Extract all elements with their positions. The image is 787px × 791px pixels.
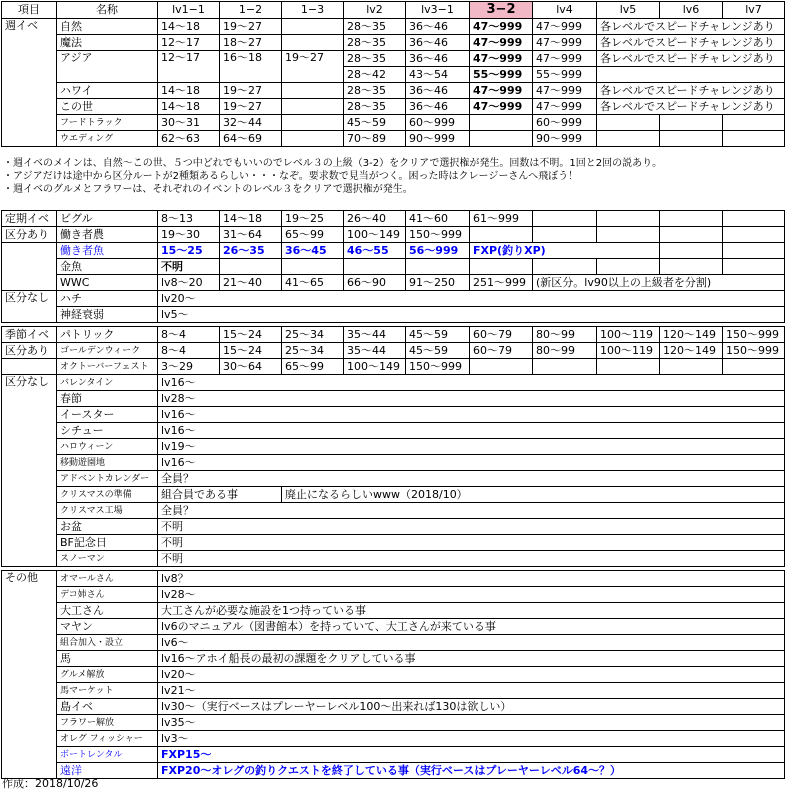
range-cell: 26～40	[344, 211, 406, 227]
value-cell: lv35～	[158, 715, 785, 731]
empty-cell	[597, 243, 660, 259]
range-cell: 30～31	[158, 115, 220, 131]
note-cell: 各レベルでスピードチャレンジあり	[597, 35, 785, 51]
empty-cell	[282, 259, 344, 275]
range-cell: 47～999	[533, 35, 597, 51]
empty-cell	[660, 259, 723, 275]
empty-cell	[660, 227, 723, 243]
table-row	[2, 259, 785, 275]
empty-cell	[533, 211, 597, 227]
table-row	[2, 587, 785, 603]
empty-cell	[597, 211, 660, 227]
range-cell: 25～34	[282, 327, 344, 343]
event-name: フードトラック	[57, 115, 158, 131]
table-row	[2, 131, 785, 147]
range-cell: 90～999	[406, 131, 470, 147]
event-name: 金魚	[57, 259, 158, 275]
value-cell: lv5～	[158, 307, 785, 323]
table-row	[2, 699, 785, 715]
range-cell: 41～60	[406, 211, 470, 227]
range-cell: 100～149	[344, 359, 406, 375]
range-cell: 18～27	[220, 35, 282, 51]
empty-cell	[533, 259, 597, 275]
section-label-regular-nodiv: 区分なし	[2, 291, 57, 323]
event-name: アジア	[57, 51, 158, 83]
table-row	[2, 51, 785, 67]
range-cell: 70～89	[344, 131, 406, 147]
range-cell: 65～99	[282, 227, 344, 243]
table-row	[2, 487, 785, 503]
value-cell: lv16～	[158, 423, 785, 439]
event-name: 組合加入・設立	[57, 635, 158, 651]
value-cell: 全員？	[158, 471, 785, 487]
range-cell: 47～999	[470, 83, 533, 99]
empty-cell	[406, 259, 470, 275]
value-cell: lv28～	[158, 587, 785, 603]
section-label-seasonal-nodiv: 区分なし	[2, 375, 57, 567]
header-lv4: lv4	[533, 2, 597, 19]
event-name: フラワー解放	[57, 715, 158, 731]
event-name: ビグル	[57, 211, 158, 227]
range-cell: 55～999	[470, 67, 533, 83]
event-name: この世	[57, 99, 158, 115]
range-cell: 14～18	[220, 211, 282, 227]
range-cell: 60～999	[406, 115, 470, 131]
event-name: オクトーバーフェスト	[57, 359, 158, 375]
table-row	[2, 343, 785, 359]
value-cell: 不明	[158, 551, 785, 567]
event-name: 働き者魚	[57, 243, 158, 259]
range-cell: 19～25	[282, 211, 344, 227]
range-cell: 35～44	[344, 327, 406, 343]
range-cell: 15～25	[158, 243, 220, 259]
range-cell: 28～42	[344, 67, 406, 83]
range-cell	[282, 35, 344, 51]
range-cell: 47～999	[470, 35, 533, 51]
header-name: 名称	[57, 2, 158, 19]
value-cell: lv20～	[158, 291, 785, 307]
section-label-seasonal: 季節イベ	[2, 327, 57, 343]
event-name: 馬マーケット	[57, 683, 158, 699]
empty-cell	[470, 227, 533, 243]
range-cell	[282, 19, 344, 35]
value-cell: lv6～	[158, 635, 785, 651]
range-cell: 150～999	[723, 327, 785, 343]
table-row	[2, 635, 785, 651]
range-cell: 19～27	[220, 99, 282, 115]
range-cell: 80～99	[533, 327, 597, 343]
empty-cell	[660, 131, 723, 147]
empty-cell	[660, 243, 723, 259]
empty-cell	[723, 115, 785, 131]
table-row	[2, 763, 785, 779]
table-row	[2, 423, 785, 439]
table-row	[2, 291, 785, 307]
table-row	[2, 243, 785, 259]
event-name: シチュー	[57, 423, 158, 439]
note-cell: 各レベルでスピードチャレンジあり	[597, 19, 785, 35]
header-lv7: lv7	[723, 2, 785, 19]
table-row	[2, 115, 785, 131]
value-cell: lv8？	[158, 571, 785, 587]
value-cell: lv19～	[158, 439, 785, 455]
table-row	[2, 99, 785, 115]
event-name: 遠洋	[57, 763, 158, 779]
range-cell: 150～999	[406, 227, 470, 243]
event-level-table	[1, 1, 785, 147]
event-name: WWC	[57, 275, 158, 291]
event-name: 自然	[57, 19, 158, 35]
event-name: ハロウィーン	[57, 439, 158, 455]
range-cell: 47～999	[533, 19, 597, 35]
event-name: パトリック	[57, 327, 158, 343]
value-cell: 不明	[158, 519, 785, 535]
note-line: ・週イベのグルメとフラワーは、それぞれのイベントのレベル３をクリアで選択権が発生。	[3, 184, 413, 195]
empty-cell	[2, 243, 57, 291]
event-name: スノーマン	[57, 551, 158, 567]
note-cell	[597, 67, 785, 83]
table-row	[2, 619, 785, 635]
range-cell	[282, 99, 344, 115]
value-cell: lv21～	[158, 683, 785, 699]
event-name: ウエディング	[57, 131, 158, 147]
event-name: マヤン	[57, 619, 158, 635]
empty-cell	[723, 243, 785, 259]
created-date: 作成：2018/10/26	[2, 777, 99, 790]
section-label-weekly: 週イベ	[2, 19, 57, 147]
range-cell: 100～149	[344, 227, 406, 243]
range-cell: 12～17	[158, 51, 220, 83]
value-cell: FXP15～	[158, 747, 785, 763]
event-name: 春節	[57, 391, 158, 407]
value-cell: lv16～	[158, 455, 785, 471]
range-cell: 91～250	[406, 275, 470, 291]
empty-cell	[597, 115, 660, 131]
event-name: ボートレンタル	[57, 747, 158, 763]
range-cell: 28～35	[344, 51, 406, 67]
note-cell: 廃止になるらしいwww（2018/10）	[282, 487, 785, 503]
table-row	[2, 551, 785, 567]
table-row	[2, 275, 785, 291]
header-lv2: lv2	[344, 2, 406, 19]
table-row	[2, 683, 785, 699]
header-item: 項目	[2, 2, 57, 19]
note-cell: 各レベルでスピードチャレンジあり	[597, 83, 785, 99]
event-name: オマールさん	[57, 571, 158, 587]
table-row	[2, 307, 785, 323]
table-row	[2, 211, 785, 227]
range-cell: 60～999	[533, 115, 597, 131]
header-1-3: 1−3	[282, 2, 344, 19]
table-row	[2, 327, 785, 343]
value-cell: lv6のマニュアル（図書館本）を持っていて、大工さんが来ている事	[158, 619, 785, 635]
table-row	[2, 519, 785, 535]
range-cell: 8～4	[158, 327, 220, 343]
range-cell	[282, 115, 344, 131]
empty-cell	[597, 131, 660, 147]
table-row	[2, 571, 785, 587]
header-lv3-1: lv3−1	[406, 2, 470, 19]
event-name: デコ姉さん	[57, 587, 158, 603]
event-name: BF記念日	[57, 535, 158, 551]
range-cell: 120～149	[660, 327, 723, 343]
range-cell: 46～55	[344, 243, 406, 259]
range-cell: 41～65	[282, 275, 344, 291]
section-sublabel-seasonal: 区分あり	[2, 343, 57, 359]
range-cell: 36～46	[406, 19, 470, 35]
empty-cell	[660, 359, 723, 375]
table-row	[2, 407, 785, 423]
event-name: オレグ フィッシャー	[57, 731, 158, 747]
empty-cell	[533, 359, 597, 375]
range-cell: 47～999	[533, 99, 597, 115]
note-cell: 各レベルでスピードチャレンジあり	[597, 51, 785, 67]
empty-cell	[470, 359, 533, 375]
table-row	[2, 535, 785, 551]
header-lv1-1: lv1−1	[158, 2, 220, 19]
range-cell: 不明	[158, 259, 220, 275]
range-cell: 15～24	[220, 343, 282, 359]
table-row	[2, 651, 785, 667]
table-row	[2, 35, 785, 51]
range-cell: 3～29	[158, 359, 220, 375]
empty-cell	[723, 359, 785, 375]
range-cell: 80～99	[533, 343, 597, 359]
range-cell: 35～44	[344, 343, 406, 359]
empty-cell	[2, 359, 57, 375]
event-name: イースター	[57, 407, 158, 423]
range-cell: lv8～20	[158, 275, 220, 291]
notes-block	[3, 157, 662, 196]
table-row	[2, 715, 785, 731]
table-row	[2, 731, 785, 747]
range-cell: 28～35	[344, 35, 406, 51]
range-cell: 36～46	[406, 99, 470, 115]
empty-cell	[470, 259, 533, 275]
range-cell: 15～24	[220, 327, 282, 343]
empty-cell	[597, 359, 660, 375]
range-cell: 25～34	[282, 343, 344, 359]
note-cell: 各レベルでスピードチャレンジあり	[597, 99, 785, 115]
range-cell: 47～999	[470, 99, 533, 115]
range-cell: 65～99	[282, 359, 344, 375]
range-cell: 45～59	[344, 115, 406, 131]
range-cell: 150～999	[723, 343, 785, 359]
empty-cell	[723, 259, 785, 275]
table-row	[2, 19, 785, 35]
range-cell: 43～54	[406, 67, 470, 83]
range-cell: 36～45	[282, 243, 344, 259]
range-cell: FXP(釣りXP)	[470, 243, 597, 259]
range-cell: 8～13	[158, 211, 220, 227]
value-cell: lv3～	[158, 731, 785, 747]
table-row	[2, 227, 785, 243]
range-cell: 62～63	[158, 131, 220, 147]
table-row	[2, 455, 785, 471]
range-cell: 47～999	[470, 19, 533, 35]
range-cell: 8～4	[158, 343, 220, 359]
empty-cell	[723, 211, 785, 227]
range-cell: 150～999	[406, 359, 470, 375]
event-name: バレンタイン	[57, 375, 158, 391]
header-lv6: lv6	[660, 2, 723, 19]
note-line: ・週イベのメインは、自然～この世、５つ中どれでもいいのでレベル３の上級（3-2）をクリアで選択権が発生。回数は不明。1回と2回の説あり。	[3, 158, 663, 169]
event-name: 島イベ	[57, 699, 158, 715]
range-cell	[282, 83, 344, 99]
range-cell: 31～64	[220, 227, 282, 243]
empty-cell	[344, 259, 406, 275]
value-cell: lv28～	[158, 391, 785, 407]
range-cell: 14～18	[158, 99, 220, 115]
range-cell: 64～69	[220, 131, 282, 147]
range-cell: 19～27	[282, 51, 344, 83]
value-cell: 組合員である事	[158, 487, 282, 503]
value-cell: lv16～	[158, 407, 785, 423]
header-row	[2, 2, 785, 19]
range-cell: 100～119	[597, 327, 660, 343]
empty-cell	[723, 131, 785, 147]
table-row	[2, 439, 785, 455]
event-name: ハチ	[57, 291, 158, 307]
range-cell: 47～999	[533, 51, 597, 67]
empty-cell	[660, 211, 723, 227]
event-name: アドベントカレンダー	[57, 471, 158, 487]
range-cell: 251～999	[470, 275, 533, 291]
empty-cell	[220, 259, 282, 275]
range-cell: 47～999	[470, 51, 533, 67]
event-name: 魔法	[57, 35, 158, 51]
range-cell: 28～35	[344, 19, 406, 35]
range-cell: 61～999	[470, 211, 533, 227]
range-cell: 45～59	[406, 343, 470, 359]
range-cell: 19～30	[158, 227, 220, 243]
range-cell: 47～999	[533, 83, 597, 99]
table-row	[2, 471, 785, 487]
note-line: ・アジアだけは途中から区分ルートが2種類あるらしい・・・なぞ。要求数で見当がつく。困った時はクレージーさんへ飛ぼう！	[3, 171, 579, 182]
note-cell: (新区分。lv90以上の上級者を分割)	[533, 275, 785, 291]
range-cell: 90～999	[533, 131, 597, 147]
event-name: ハワイ	[57, 83, 158, 99]
range-cell: 56～999	[406, 243, 470, 259]
header-1-2: 1−2	[220, 2, 282, 19]
range-cell: 12～17	[158, 35, 220, 51]
range-cell: 32～44	[220, 115, 282, 131]
event-name: お盆	[57, 519, 158, 535]
range-cell: 36～46	[406, 35, 470, 51]
value-cell: lv20～	[158, 667, 785, 683]
empty-cell	[723, 227, 785, 243]
range-cell: 28～35	[344, 83, 406, 99]
range-cell: 30～64	[220, 359, 282, 375]
event-name: 馬	[57, 651, 158, 667]
table-row	[2, 83, 785, 99]
value-cell: lv30～（実行ベースはプレーヤーレベル100～出来れば130は欲しい）	[158, 699, 785, 715]
event-name: 移動遊園地	[57, 455, 158, 471]
table-row	[2, 603, 785, 619]
event-name: クリスマスの準備	[57, 487, 158, 503]
range-cell: 36～46	[406, 51, 470, 67]
event-name: クリスマス工場	[57, 503, 158, 519]
empty-cell	[597, 227, 660, 243]
range-cell: 45～59	[406, 327, 470, 343]
event-level-table-2	[1, 210, 785, 779]
range-cell: 14～18	[158, 83, 220, 99]
range-cell	[470, 115, 533, 131]
empty-cell	[533, 227, 597, 243]
section-sublabel-regular: 区分あり	[2, 227, 57, 243]
range-cell: 14～18	[158, 19, 220, 35]
event-name: 働き者農	[57, 227, 158, 243]
range-cell: 16～18	[220, 51, 282, 83]
value-cell: 全員？	[158, 503, 785, 519]
value-cell: 大工さんが必要な施設を1つ持っている事	[158, 603, 785, 619]
range-cell: 60～79	[470, 343, 533, 359]
range-cell: 19～27	[220, 83, 282, 99]
header-lv5: lv5	[597, 2, 660, 19]
event-name: グルメ解放	[57, 667, 158, 683]
empty-cell	[597, 259, 660, 275]
table-row	[2, 391, 785, 407]
range-cell: 55～999	[533, 67, 597, 83]
range-cell: 36～46	[406, 83, 470, 99]
value-cell: lv16～アホイ船長の最初の課題をクリアしている事	[158, 651, 785, 667]
table-row	[2, 503, 785, 519]
table-row	[2, 667, 785, 683]
range-cell	[470, 131, 533, 147]
range-cell: 26～35	[220, 243, 282, 259]
range-cell: 28～35	[344, 99, 406, 115]
table-row	[2, 375, 785, 391]
table-row	[2, 359, 785, 375]
section-label-regular: 定期イベ	[2, 211, 57, 227]
range-cell: 100～119	[597, 343, 660, 359]
event-name: ゴールデンウィーク	[57, 343, 158, 359]
value-cell: FXP20～オレグの釣りクエストを終了している事（実行ベースはプレーヤーレベル64～？）	[158, 763, 785, 779]
section-label-other: その他	[2, 571, 57, 779]
header-3-2: 3−2	[470, 2, 533, 19]
empty-cell	[660, 115, 723, 131]
range-cell: 21～40	[220, 275, 282, 291]
range-cell: 66～90	[344, 275, 406, 291]
table-row	[2, 747, 785, 763]
value-cell: lv16～	[158, 375, 785, 391]
value-cell: 不明	[158, 535, 785, 551]
range-cell: 60～79	[470, 327, 533, 343]
range-cell: 19～27	[220, 19, 282, 35]
range-cell: 120～149	[660, 343, 723, 359]
event-name: 神経衰弱	[57, 307, 158, 323]
range-cell	[282, 131, 344, 147]
event-name: 大工さん	[57, 603, 158, 619]
